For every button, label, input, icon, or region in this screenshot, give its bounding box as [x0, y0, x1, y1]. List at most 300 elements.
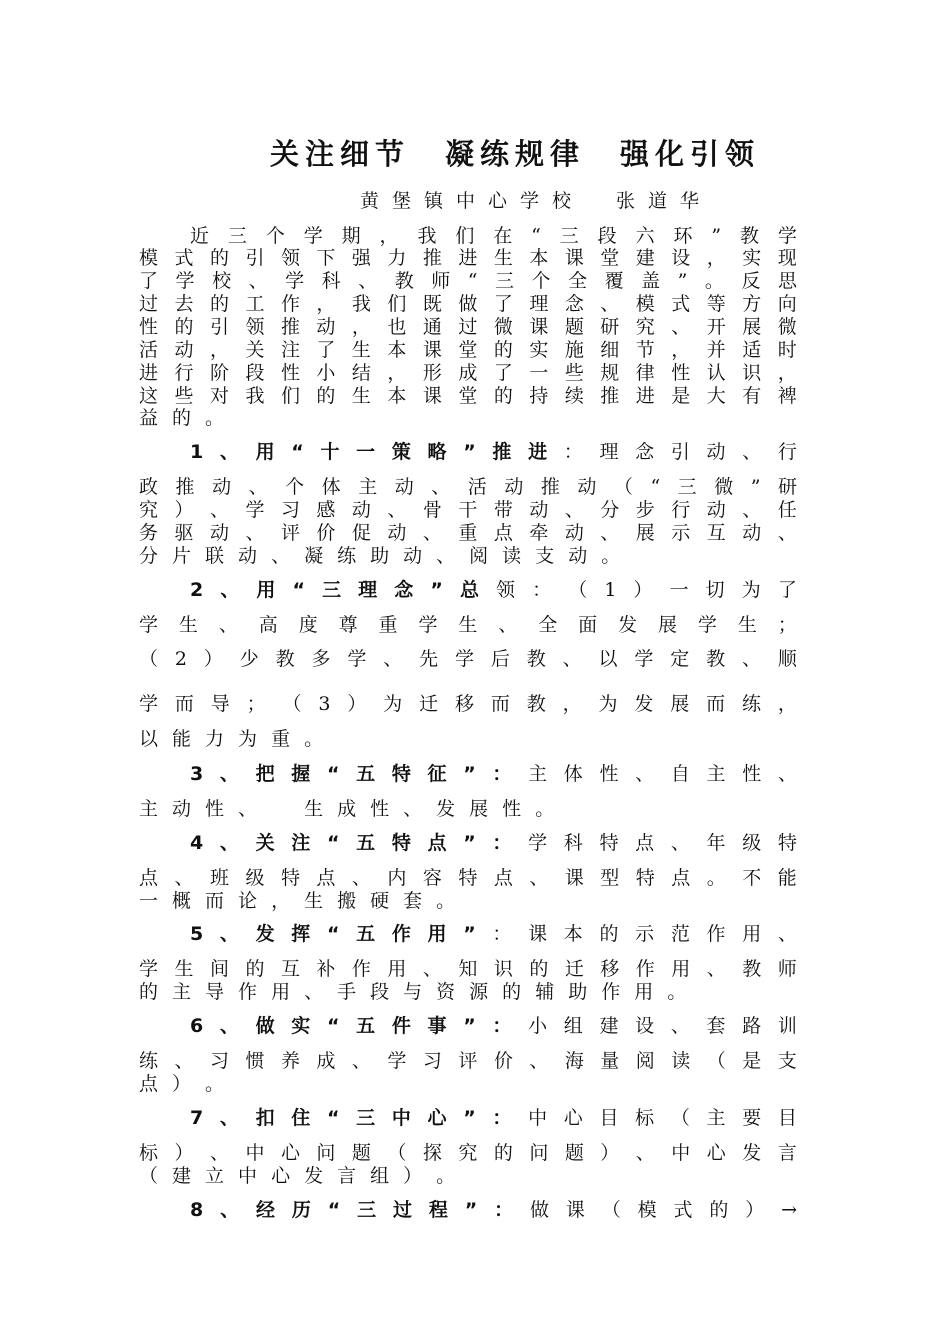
char: 特 — [599, 832, 619, 854]
char: 堂 — [458, 339, 478, 361]
char: “ — [467, 270, 478, 292]
char: 、 — [174, 867, 194, 889]
char: 个 — [285, 476, 305, 498]
char: 。 — [205, 1073, 225, 1095]
char: 感 — [316, 499, 336, 521]
char: 课 — [529, 316, 549, 338]
char: 行 — [777, 441, 797, 463]
char: 、 — [635, 763, 655, 785]
char: 微 — [493, 316, 513, 338]
char: 中 — [528, 1107, 548, 1129]
char: ” — [463, 441, 476, 463]
char: 们 — [280, 385, 300, 407]
text-line — [190, 224, 797, 248]
char: 题 — [564, 1142, 584, 1164]
char: 4 — [190, 832, 204, 854]
char: 、 — [219, 1015, 239, 1037]
char: 后 — [490, 648, 510, 670]
char: 校 — [212, 270, 232, 292]
char: 概 — [172, 890, 192, 912]
char: ） — [174, 499, 194, 521]
char: 、 — [777, 923, 797, 945]
char: 步 — [635, 499, 655, 521]
char: 而 — [490, 693, 510, 715]
char: 动 — [742, 522, 762, 544]
char: 本 — [387, 339, 407, 361]
char: 施 — [564, 339, 584, 361]
char: 的 — [502, 981, 522, 1003]
char: 、 — [403, 798, 423, 820]
text-line — [139, 866, 797, 890]
char: 工 — [245, 293, 265, 315]
char: 一 — [356, 441, 376, 463]
char: ， — [671, 339, 691, 361]
char: 以 — [598, 648, 618, 670]
char: 型 — [600, 867, 620, 889]
char: 教 — [706, 648, 726, 670]
char: 适 — [742, 339, 762, 361]
char: 而 — [174, 693, 194, 715]
char: 特 — [391, 763, 411, 785]
char: 、 — [498, 614, 518, 636]
char: 领 — [280, 247, 300, 269]
char: 认 — [706, 362, 726, 384]
char: 理 — [599, 441, 619, 463]
char: 们 — [455, 225, 475, 247]
char: 实 — [529, 339, 549, 361]
char: 动 — [209, 522, 229, 544]
char: 五 — [356, 1015, 376, 1037]
char: ； — [246, 693, 266, 715]
char: 学 — [285, 270, 305, 292]
char: 带 — [493, 499, 513, 521]
char: 大 — [706, 385, 726, 407]
char: 心 — [563, 1107, 583, 1129]
char: 心 — [427, 1107, 447, 1129]
char: 小 — [316, 362, 336, 384]
char: 了 — [493, 362, 513, 384]
char: 段 — [370, 981, 390, 1003]
char: 生 — [493, 247, 513, 269]
char: 教 — [740, 225, 760, 247]
char: 标 — [635, 1107, 655, 1129]
char: 中 — [671, 1142, 691, 1164]
char: 节 — [635, 339, 655, 361]
char: ： — [494, 1199, 514, 1221]
char: 进 — [458, 247, 478, 269]
char: 为 — [741, 579, 761, 601]
char: 促 — [351, 522, 371, 544]
char: ” — [463, 923, 476, 945]
char: （ — [568, 579, 588, 601]
char: “ — [531, 225, 541, 247]
char: ” — [430, 579, 443, 601]
char: 注 — [291, 832, 311, 854]
char: 点 — [493, 522, 513, 544]
char: 的 — [709, 1199, 729, 1221]
char: 。 — [535, 798, 555, 820]
text-line — [190, 762, 797, 786]
char: 。 — [601, 545, 621, 567]
char: 班 — [209, 867, 229, 889]
char: 建 — [599, 1015, 619, 1037]
char: 主 — [358, 476, 378, 498]
char: 裨 — [777, 385, 797, 407]
text-line — [190, 1014, 797, 1038]
char: 十 — [320, 441, 340, 463]
char: 的 — [493, 385, 513, 407]
char: 做 — [458, 293, 478, 315]
char: 2 — [174, 648, 187, 670]
char: “ — [326, 763, 340, 785]
char: 期 — [341, 225, 361, 247]
char: 研 — [600, 316, 620, 338]
document-title: 关注细节 凝练规律 强化引领 — [270, 137, 761, 171]
char: 言 — [777, 1142, 797, 1164]
char: 学 — [139, 958, 159, 980]
char: ， — [351, 316, 371, 338]
char: 时 — [777, 339, 797, 361]
char: 设 — [671, 247, 691, 269]
char: 本 — [529, 247, 549, 269]
char: 为 — [598, 693, 618, 715]
char: 中 — [245, 1142, 265, 1164]
char: ） — [745, 1199, 765, 1221]
char: （ — [282, 693, 302, 715]
char: 3 — [190, 763, 204, 785]
char: 。 — [304, 728, 324, 750]
char: 源 — [469, 981, 489, 1003]
char: 引 — [670, 441, 690, 463]
char: 能 — [777, 867, 797, 889]
char: ” — [750, 476, 761, 498]
text-line — [190, 922, 797, 946]
char: 微 — [714, 476, 734, 498]
char: 阶 — [209, 362, 229, 384]
char: 、 — [600, 522, 620, 544]
char: 作 — [706, 923, 726, 945]
char: 段 — [245, 362, 265, 384]
char: 在 — [493, 225, 513, 247]
char: 等 — [706, 293, 726, 315]
char: “ — [650, 476, 661, 498]
char: “ — [326, 1015, 340, 1037]
char: 开 — [706, 316, 726, 338]
char: 学 — [697, 614, 717, 636]
char: 动 — [174, 339, 194, 361]
char: 了 — [139, 270, 159, 292]
char: 、 — [670, 1015, 690, 1037]
char: 三 — [495, 270, 515, 292]
char: 问 — [316, 1142, 336, 1164]
char: 硬 — [370, 890, 390, 912]
text-line — [139, 797, 797, 821]
char: 实 — [291, 1015, 311, 1037]
char: 、 — [209, 499, 229, 521]
char: 教 — [742, 958, 762, 980]
char: 式 — [174, 247, 194, 269]
char: 对 — [209, 385, 229, 407]
char: 为 — [238, 728, 258, 750]
char: 的 — [599, 923, 619, 945]
text-line — [139, 475, 797, 499]
char: 资 — [436, 981, 456, 1003]
char: 心 — [280, 1142, 300, 1164]
text-line — [190, 1106, 797, 1130]
char: 习 — [280, 499, 300, 521]
char: 论 — [238, 890, 258, 912]
char: 2 — [190, 579, 204, 601]
char: 、 — [383, 648, 403, 670]
char: 点 — [139, 1073, 159, 1095]
char: 习 — [422, 1050, 442, 1072]
char: 环 — [673, 225, 693, 247]
char: 作 — [601, 981, 621, 1003]
char: 学 — [347, 648, 367, 670]
char: 下 — [316, 247, 336, 269]
char: 念 — [564, 293, 584, 315]
char: 主 — [139, 798, 159, 820]
char: 学 — [387, 1050, 407, 1072]
char: 、 — [564, 499, 584, 521]
char: 标 — [139, 1142, 159, 1164]
char: 凝 — [304, 545, 324, 567]
char: 念 — [394, 579, 414, 601]
char: 读 — [671, 1050, 691, 1072]
char: 联 — [205, 545, 225, 567]
char: 是 — [742, 1050, 762, 1072]
char: 、 — [741, 648, 761, 670]
char: “ — [292, 579, 305, 601]
char: 过 — [392, 1199, 412, 1221]
char: 生 — [351, 339, 371, 361]
char: 练 — [741, 693, 761, 715]
char: 示 — [635, 923, 655, 945]
char: 特 — [458, 867, 478, 889]
char: 、 — [209, 1142, 229, 1164]
char: 领 — [245, 316, 265, 338]
char: 握 — [291, 763, 311, 785]
text-line — [139, 292, 797, 316]
char: 顺 — [777, 648, 797, 670]
char: ； — [777, 614, 797, 636]
char: 点 — [427, 832, 447, 854]
char: （ — [387, 1142, 407, 1164]
char: 、 — [238, 798, 258, 820]
char: ， — [387, 362, 407, 384]
text-line — [190, 831, 797, 855]
char: 成 — [316, 1050, 336, 1072]
char: 动 — [568, 545, 588, 567]
char: 读 — [502, 545, 522, 567]
char: 向 — [777, 293, 797, 315]
char: 发 — [436, 798, 456, 820]
char: 究 — [458, 1142, 478, 1164]
char: 些 — [564, 362, 584, 384]
text-line — [139, 315, 797, 339]
char: 、 — [671, 316, 691, 338]
char: 性 — [280, 362, 300, 384]
char: 课 — [422, 385, 442, 407]
char: 程 — [428, 1199, 448, 1221]
text-line — [139, 1141, 797, 1165]
text-line — [139, 406, 797, 430]
char: 重 — [378, 614, 398, 636]
char: 推 — [280, 316, 300, 338]
char: ） — [347, 693, 367, 715]
char: 牵 — [529, 522, 549, 544]
char: ： — [492, 763, 512, 785]
char: 评 — [458, 1050, 478, 1072]
char: 本 — [563, 923, 583, 945]
char: 组 — [563, 1015, 583, 1037]
char: 生 — [737, 614, 757, 636]
char: ） — [174, 1142, 194, 1164]
char: 学 — [303, 225, 323, 247]
char: 引 — [245, 247, 265, 269]
char: 式 — [671, 293, 691, 315]
char: 教 — [526, 648, 546, 670]
char: 面 — [578, 614, 598, 636]
text-line — [139, 727, 797, 751]
char: 重 — [271, 728, 291, 750]
char: 评 — [280, 522, 300, 544]
char: 主 — [528, 763, 548, 785]
char: 五 — [356, 923, 376, 945]
char: 、 — [174, 1050, 194, 1072]
char: 既 — [422, 293, 442, 315]
char: 、 — [220, 1199, 240, 1221]
char: 用 — [671, 958, 691, 980]
char: 用 — [255, 441, 275, 463]
char: 点 — [316, 867, 336, 889]
char: 规 — [600, 362, 620, 384]
char: 益 — [139, 407, 159, 429]
char: 动 — [706, 441, 726, 463]
char: 们 — [387, 293, 407, 315]
char: 体 — [321, 476, 341, 498]
char: 展 — [742, 316, 762, 338]
char: 、 — [220, 579, 240, 601]
char: 展 — [657, 614, 677, 636]
char: 的 — [245, 958, 265, 980]
char: 发 — [742, 1142, 762, 1164]
char: 主 — [172, 981, 192, 1003]
char: 用 — [256, 579, 276, 601]
char: 注 — [280, 339, 300, 361]
char: 进 — [139, 362, 159, 384]
char: 、 — [219, 763, 239, 785]
char: 力 — [387, 247, 407, 269]
char: 作 — [391, 923, 411, 945]
char: 。 — [205, 407, 225, 429]
char: 的 — [139, 981, 159, 1003]
char: 段 — [597, 225, 617, 247]
char: 年 — [706, 832, 726, 854]
char: 去 — [174, 293, 194, 315]
char: 作 — [351, 958, 371, 980]
char: 、 — [351, 1050, 371, 1072]
char: 用 — [742, 923, 762, 945]
char: 动 — [403, 545, 423, 567]
char: 学 — [777, 225, 797, 247]
char: ， — [209, 339, 229, 361]
char: 作 — [238, 981, 258, 1003]
char: 迁 — [419, 693, 439, 715]
char: 学 — [245, 499, 265, 521]
char: 少 — [239, 648, 259, 670]
char: 而 — [205, 890, 225, 912]
char: 重 — [458, 522, 478, 544]
char: 过 — [139, 293, 159, 315]
char: 性 — [599, 763, 619, 785]
char: 、 — [529, 867, 549, 889]
char: 、 — [219, 832, 239, 854]
char: 中 — [391, 1107, 411, 1129]
char: 体 — [563, 763, 583, 785]
char: 动 — [238, 545, 258, 567]
char: 量 — [600, 1050, 620, 1072]
char: 三 — [559, 225, 579, 247]
char: 知 — [458, 958, 478, 980]
char: 事 — [427, 1015, 447, 1037]
char: 、 — [635, 1142, 655, 1164]
char: 特 — [635, 867, 655, 889]
char: 课 — [422, 339, 442, 361]
text-line — [139, 692, 797, 716]
char: 助 — [568, 981, 588, 1003]
char: ， — [316, 293, 336, 315]
char: 立 — [205, 1165, 225, 1187]
char: 发 — [618, 614, 638, 636]
text-line — [139, 1072, 797, 1096]
char: 动 — [316, 316, 336, 338]
char: 点 — [493, 867, 513, 889]
char: ， — [777, 693, 797, 715]
char: 先 — [419, 648, 439, 670]
char: “ — [326, 1107, 340, 1129]
char: 务 — [139, 522, 159, 544]
char: 性 — [205, 798, 225, 820]
char: 补 — [316, 958, 336, 980]
char: ） — [203, 648, 223, 670]
char: 我 — [351, 293, 371, 315]
char: 三 — [322, 579, 342, 601]
text-line — [139, 498, 797, 522]
char: 学 — [634, 648, 654, 670]
char: 盖 — [641, 270, 661, 292]
char: “ — [326, 832, 340, 854]
char: 性 — [671, 362, 691, 384]
char: 主 — [706, 1107, 726, 1129]
char: 学 — [454, 648, 474, 670]
char: 、 — [351, 867, 371, 889]
char: 学 — [418, 614, 438, 636]
char: 做 — [255, 1015, 275, 1037]
text-line — [139, 1049, 797, 1073]
char: 价 — [316, 522, 336, 544]
char: 。 — [667, 981, 687, 1003]
char: 特 — [391, 832, 411, 854]
char: 作 — [635, 958, 655, 980]
char: 、 — [219, 1107, 239, 1129]
char: 堂 — [458, 385, 478, 407]
char: 念 — [635, 441, 655, 463]
text-line — [139, 889, 797, 913]
char: 的 — [209, 247, 229, 269]
char: 、 — [777, 763, 797, 785]
char: ” — [463, 763, 476, 785]
